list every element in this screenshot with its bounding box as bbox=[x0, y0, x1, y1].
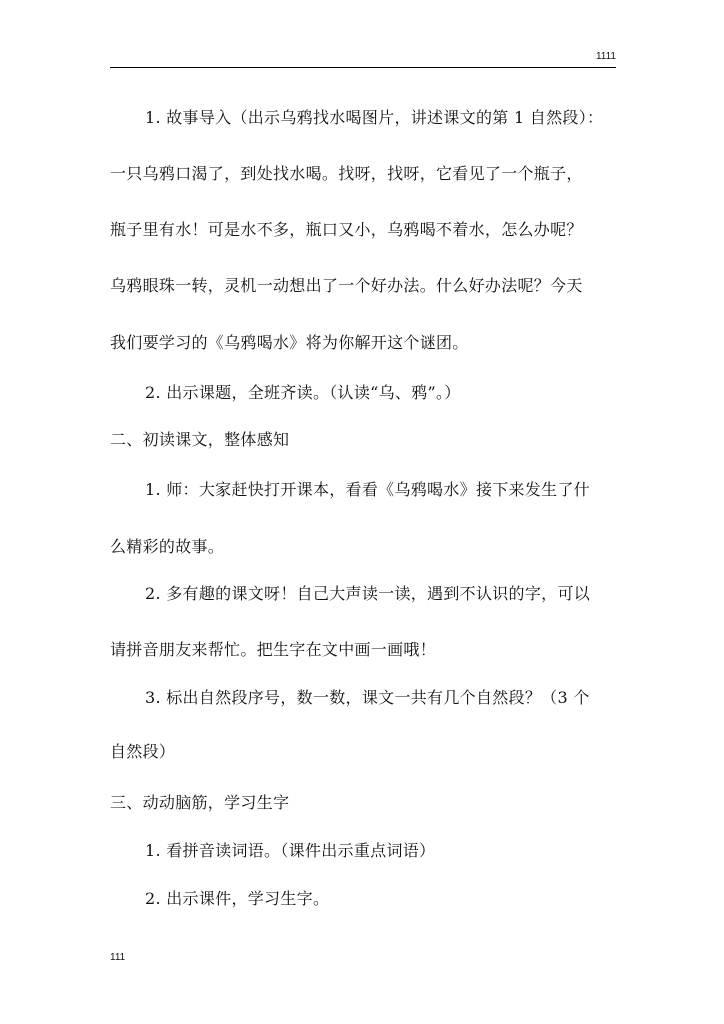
paragraph-line: 2. 出示课件，学习生字。 bbox=[145, 889, 330, 908]
paragraph-line: 么精彩的故事。 bbox=[110, 537, 225, 556]
section-heading: 二、初读课文，整体感知 bbox=[110, 430, 290, 449]
paragraph-line: 1. 师：大家赶快打开课本，看看《乌鸦喝水》接下来发生了什 bbox=[145, 480, 591, 499]
paragraph-line: 瓶子里有水！可是水不多，瓶口又小，乌鸦喝不着水，怎么办呢？ bbox=[110, 220, 583, 239]
page-header-number: 1111 bbox=[595, 51, 616, 62]
paragraph-line: 自然段） bbox=[110, 742, 176, 761]
section-heading: 三、动动脑筋，学习生字 bbox=[110, 793, 290, 812]
paragraph-line: 3. 标出自然段序号，数一数，课文一共有几个自然段？（3 个 bbox=[145, 688, 590, 707]
paragraph-line: 我们要学习的《乌鸦喝水》将为你解开这个谜团。 bbox=[110, 333, 469, 352]
paragraph-line: 2. 出示课题，全班齐读。（认读“乌、鸦”。） bbox=[145, 383, 461, 402]
paragraph-line: 请拼音朋友来帮忙。把生字在文中画一画哦！ bbox=[110, 640, 437, 659]
page-footer-number: 111 bbox=[110, 952, 126, 963]
paragraph-line: 2. 多有趣的课文呀！自己大声读一读，遇到不认识的字，可以 bbox=[145, 584, 591, 603]
paragraph-line: 乌鸦眼珠一转，灵机一动想出了一个好办法。什么好办法呢？今天 bbox=[110, 276, 583, 295]
paragraph-line: 1. 故事导入（出示乌鸦找水喝图片，讲述课文的第 1 自然段）： bbox=[145, 108, 604, 127]
paragraph-line: 一只乌鸦口渴了，到处找水喝。找呀，找呀，它看见了一个瓶子， bbox=[110, 164, 583, 183]
header-divider bbox=[110, 67, 616, 68]
paragraph-line: 1. 看拼音读词语。（课件出示重点词语） bbox=[145, 841, 436, 860]
